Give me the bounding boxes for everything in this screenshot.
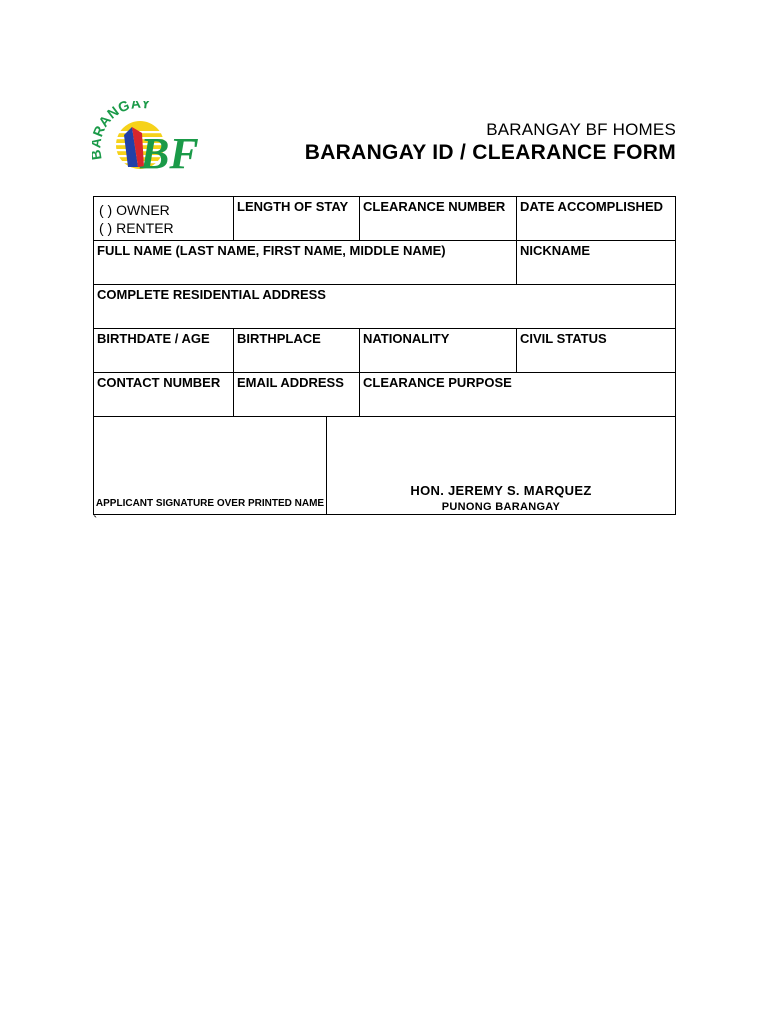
address-field[interactable] [94,285,675,328]
contact-number-field[interactable] [94,373,234,416]
date-accomplished-label: DATE ACCOMPLISHED [520,199,663,214]
form-row-name [94,241,675,285]
residency-status-cell[interactable] [94,197,234,240]
nationality-field[interactable] [360,329,517,372]
birthdate-age-field[interactable] [94,329,234,372]
form-row-contact [94,373,675,417]
civil-status-field[interactable] [517,329,675,372]
clearance-form-table [93,196,676,515]
civil-status-label: CIVIL STATUS [520,331,607,346]
address-label: COMPLETE RESIDENTIAL ADDRESS [97,287,326,302]
nickname-field[interactable] [517,241,675,284]
full-name-label: FULL NAME (LAST NAME, FIRST NAME, MIDDLE NAME) [97,243,446,258]
email-address-field[interactable] [234,373,360,416]
clearance-number-field[interactable] [360,197,517,240]
clearance-purpose-label: CLEARANCE PURPOSE [363,375,512,390]
email-address-label: EMAIL ADDRESS [237,375,344,390]
clearance-purpose-field[interactable] [360,373,675,416]
birthplace-label: BIRTHPLACE [237,331,321,346]
contact-number-label: CONTACT NUMBER [97,375,221,390]
date-accomplished-field[interactable] [517,197,675,240]
applicant-signature-box[interactable] [94,416,327,514]
form-row-address [94,285,675,329]
header-subtitle: BARANGAY BF HOMES [486,120,676,139]
birthplace-field[interactable] [234,329,360,372]
official-name: HON. JEREMY S. MARQUEZ [410,483,592,498]
owner-option[interactable]: ( ) OWNER [99,202,170,218]
official-position: PUNONG BARANGAY [441,501,561,513]
barangay-bf-logo [92,101,208,175]
birthdate-age-label: BIRTHDATE / AGE [97,331,210,346]
renter-option[interactable]: ( ) RENTER [99,220,174,236]
form-title: BARANGAY ID / CLEARANCE FORM [304,141,676,164]
nickname-label: NICKNAME [520,243,591,258]
form-row-status [94,197,675,241]
clearance-number-label: CLEARANCE NUMBER [363,199,506,214]
full-name-field[interactable] [94,241,517,284]
logo-mark-text: BF [140,129,199,175]
length-of-stay-field[interactable] [234,197,360,240]
nationality-label: NATIONALITY [363,331,450,346]
signature-row [94,416,675,514]
logo-arc-text: ANGAY [95,101,152,130]
form-row-birth [94,329,675,373]
applicant-signature-caption: APPLICANT SIGNATURE OVER PRINTED NAME [95,498,325,509]
stray-mark: ` [93,513,98,528]
length-of-stay-label: LENGTH OF STAY [237,199,349,214]
